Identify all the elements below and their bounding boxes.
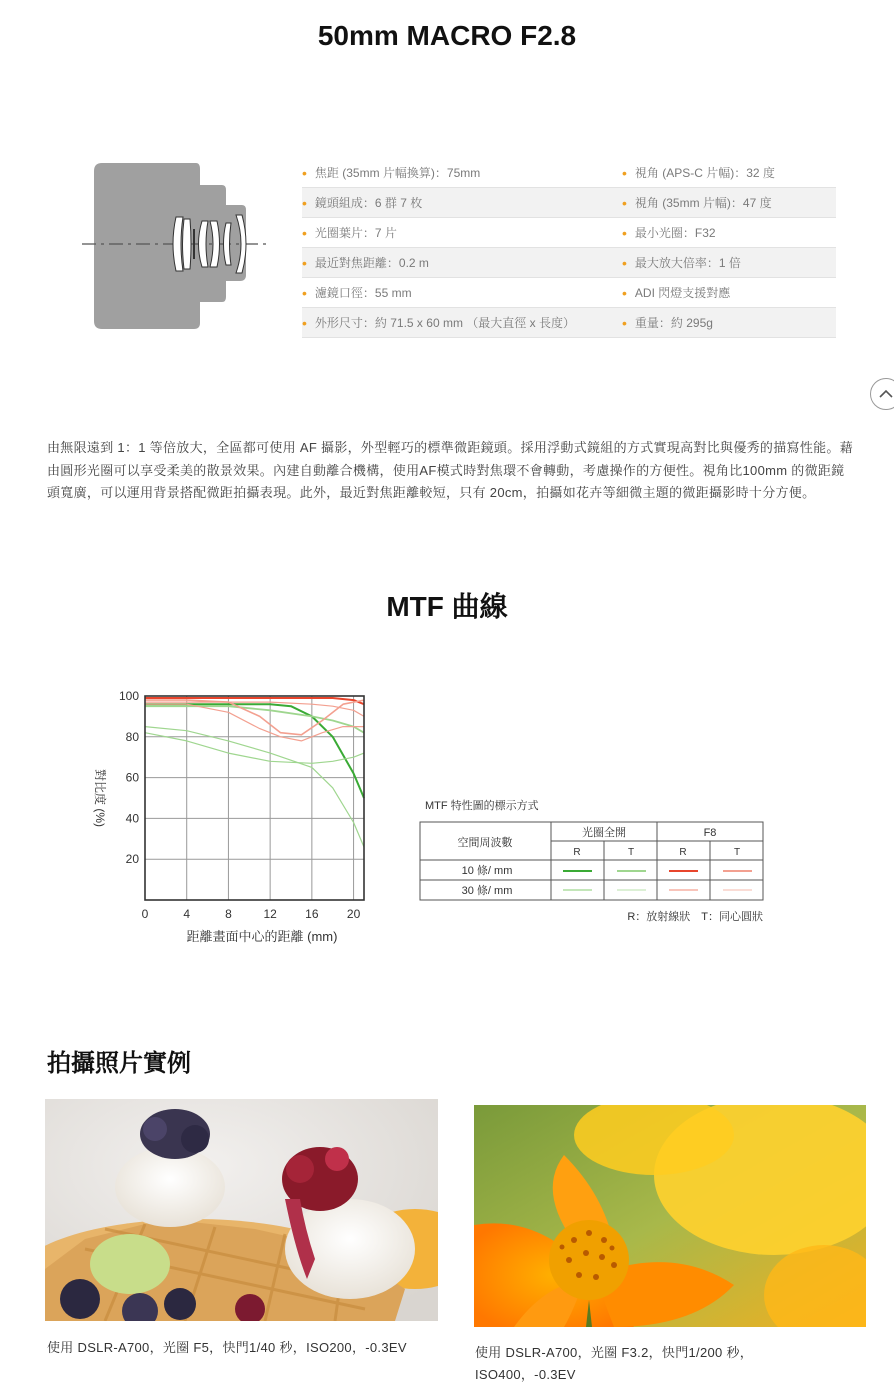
x-tick-label: 4 bbox=[183, 907, 191, 921]
spec-row bbox=[302, 188, 836, 218]
legend-t: T bbox=[627, 847, 635, 858]
spec-item: 焦距 (35mm 片幅換算)：75mm bbox=[314, 166, 481, 180]
spec-item: 最近對焦距離：0.2 m bbox=[314, 256, 429, 270]
photo-caption: 使用 DSLR-A700，光圈 F3.2，快門1/200 秒，ISO400，-0.3EV bbox=[475, 1345, 754, 1382]
legend-r: R bbox=[679, 847, 687, 858]
spec-table bbox=[302, 158, 836, 338]
bullet-icon: • bbox=[302, 164, 307, 181]
y-tick-label: 80 bbox=[125, 729, 139, 744]
spec-item: 最大放大倍率：1 倍 bbox=[634, 256, 741, 270]
spec-item: ADI 閃燈支援對應 bbox=[634, 286, 731, 300]
x-tick-label: 20 bbox=[346, 907, 361, 921]
legend-row-10: 10 條/ mm bbox=[461, 865, 513, 877]
spec-row bbox=[302, 308, 836, 338]
bullet-icon: • bbox=[622, 224, 627, 241]
bullet-icon: • bbox=[302, 314, 307, 331]
bullet-icon: • bbox=[302, 254, 307, 271]
y-tick-label: 100 bbox=[118, 689, 139, 703]
bullet-icon: • bbox=[302, 194, 307, 211]
x-tick-label: 16 bbox=[305, 907, 319, 921]
legend-r: R bbox=[573, 847, 581, 858]
photo-caption: 使用 DSLR-A700，光圈 F5，快門1/40 秒，ISO200，-0.3EV bbox=[47, 1340, 407, 1355]
spec-item: 鏡頭組成：6 群 7 枚 bbox=[314, 196, 423, 210]
x-axis-label: 距離畫面中心的距離 (mm) bbox=[186, 929, 338, 944]
mtf-series-open-10-R bbox=[145, 704, 364, 798]
sample-photo-dessert[interactable] bbox=[45, 1099, 438, 1321]
bullet-icon: • bbox=[622, 194, 627, 211]
legend-freq-header: 空間周波數 bbox=[457, 837, 513, 849]
bullet-icon: • bbox=[622, 284, 627, 301]
chevron-up-icon bbox=[879, 389, 893, 399]
bullet-icon: • bbox=[622, 164, 627, 181]
spec-item: 外形尺寸：約 71.5 x 60 mm （最大直徑 x 長度） bbox=[314, 316, 575, 330]
legend-note: R：放射線狀 T：同心圓狀 bbox=[627, 911, 763, 923]
x-tick-label: 8 bbox=[225, 907, 232, 921]
x-tick-label: 0 bbox=[141, 907, 149, 921]
y-tick-label: 20 bbox=[125, 852, 139, 867]
bullet-icon: • bbox=[302, 224, 307, 241]
legend-row-30: 30 條/ mm bbox=[461, 885, 513, 897]
bullet-icon: • bbox=[302, 284, 307, 301]
spec-item: 視角 (APS-C 片幅)：32 度 bbox=[634, 166, 775, 180]
y-axis-label: 對比度 (%) bbox=[93, 769, 107, 827]
legend-f8-header: F8 bbox=[703, 827, 717, 839]
lens-description: 由無限遠到 1：1 等倍放大，全區都可使用 AF 攝影，外型輕巧的標準微距鏡頭。採用浮動式鏡組的方式實現高對比與優秀的描寫性能。藉由圓形光圈可以享受柔美的散景效果。內建自動離合機構，使用AF模式時對焦環不會轉動，考慮操作的方便性。視角比100mm 的微距鏡頭寬廣，可以運用背景搭配微距拍攝表現。此外，最近對焦距離較短，只有 20cm，拍攝如花卉等細微主題的微距攝影時十分方便。 bbox=[47, 440, 854, 500]
lens-diagram bbox=[80, 155, 270, 335]
spec-item: 最小光圈：F32 bbox=[634, 226, 716, 240]
sample-photo-flower[interactable] bbox=[474, 1105, 866, 1327]
spec-row bbox=[302, 218, 836, 248]
spec-item: 光圈葉片：7 片 bbox=[314, 226, 397, 240]
gallery-title: 拍攝照片實例 bbox=[47, 1050, 191, 1077]
spec-item: 視角 (35mm 片幅)：47 度 bbox=[634, 196, 772, 210]
legend-title: MTF 特性圖的標示方式 bbox=[425, 800, 539, 812]
y-tick-label: 60 bbox=[125, 770, 139, 785]
mtf-section-title: MTF 曲線 bbox=[386, 591, 508, 622]
legend-t: T bbox=[733, 847, 741, 858]
legend-open-header: 光圈全開 bbox=[582, 827, 626, 839]
spec-row bbox=[302, 158, 836, 188]
spec-row bbox=[302, 248, 836, 278]
spec-item: 濾鏡口徑：55 mm bbox=[314, 286, 412, 300]
spec-item: 重量：約 295g bbox=[634, 316, 713, 330]
y-tick-label: 40 bbox=[125, 811, 139, 826]
bullet-icon: • bbox=[622, 314, 627, 331]
mtf-legend bbox=[415, 795, 775, 930]
page-title: 50mm MACRO F2.8 bbox=[317, 20, 577, 51]
scroll-to-top-button[interactable] bbox=[870, 378, 894, 410]
mtf-series-open-10-T bbox=[145, 706, 364, 733]
mtf-chart bbox=[80, 680, 380, 950]
mtf-series-open-30-R bbox=[145, 727, 364, 847]
spec-row bbox=[302, 278, 836, 308]
bullet-icon: • bbox=[622, 254, 627, 271]
x-tick-label: 12 bbox=[263, 907, 277, 921]
